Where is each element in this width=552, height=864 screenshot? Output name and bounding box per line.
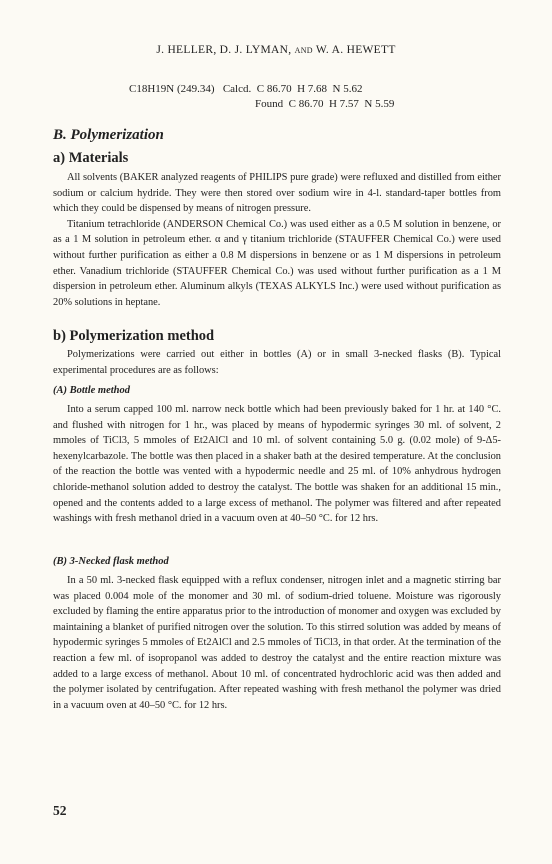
flask-method-body [53,573,501,713]
bottle-method-heading: (A) Bottle method [53,385,130,396]
materials-body [53,170,501,310]
analysis-found-values: C 86.70 H 7.57 N 5.59 [288,98,395,110]
flask-method-heading: (B) 3-Necked flask method [53,556,169,567]
bottle-method-paragraph: Into a serum capped 100 ml. narrow neck bottle which had been previously baked for 1 hr. at 140 °C. and flushed with nitrogen for 1 hr., was placed by means of hypodermic syringes 30 ml. of solvent, 2 mmoles of TiCl3, 5 mmoles of Et2AlCl and 10 ml. of solvent containing 5.0 g. (0.02 mole) of 9-Δ5-hexenylcarbazole. The bottle was then placed in a shaker bath at the desired temperature. At the conclusion of the reaction the bottle was vented with a hypodermic needle and 25 ml. of 10% anhydrous hydrogen chloride-methanol solution added to destroy the catalyst. The bottle was shaken for an additional 15 min., opened and the contents added to a large excess of methanol. The polymer was filtered and after repeated washings with fresh methanol dried in a vacuum oven at 40–50 °C. for 12 hrs. [53,404,501,525]
materials-paragraph-2: Titanium tetrachloride (ANDERSON Chemical Co.) was used either as a 0.5 M solution in benzene, or as a 1 M solution in petroleum ether. α and γ titanium trichloride (STAUFFER Chemical Co.) were used without further purification as either a 0.8 M dispersions in benzene or as 1 M dispersions in petroleum ether. Vanadium trichloride (STAUFFER Chemical Co.) was used without further purification as a 1 M dispersion in petroleum ether. Aluminum alkyls (TEXAS ALKYLS Inc.) were used without purification as 20% solutions in heptane. [53,218,501,308]
bottle-method-body [53,402,501,527]
section-title: B. Polymerization [53,127,164,143]
analysis-calcd-values: C 86.70 H 7.68 N 5.62 [256,83,363,95]
bottle-method-heading-wrap [53,385,501,396]
flask-method-heading-wrap [53,556,501,567]
method-heading: b) Polymerization method [53,328,215,344]
elemental-analysis [129,82,394,112]
analysis-calcd-label: Calcd. [222,83,252,95]
analysis-formula: C18H19N (249.34) [129,83,215,95]
section-heading-polymerization [53,127,501,144]
materials-heading: a) Materials [53,150,129,166]
analysis-found-row [129,97,394,112]
analysis-found-label: Found [255,98,284,110]
flask-method-paragraph: In a 50 ml. 3-necked flask equipped with a reflux condenser, nitrogen inlet and a magnetic stirring bar was placed 0.004 mole of the monomer and 30 ml. of sodium-dried toluene. Moisture was rigorously excluded by flaming the entire apparatus prior to the introduction of monomer and oxygen was excluded by maintaining a blanket of purified nitrogen over the solution. To this stirred solution was added by means of hypodermic syringes 5 mmoles of Et2AlCl and 2.5 mmoles of TiCl3, in that order. At the termination of the reaction a few ml. of isopropanol was added to destroy the catalyst and the entire reaction mixture was added to a large excess of methanol. About 10 ml. of concentrated hydrochloric acid was then added and the polymer isolated by centrifugation. After repeated washing with fresh methanol the polymer was dried in a vacuum oven at 40–50 °C. for 12 hrs. [53,575,501,711]
analysis-calcd-row [129,82,394,97]
subsection-method [53,328,501,345]
page-number: 52 [53,803,67,818]
method-intro [53,347,501,378]
method-paragraph-1: Polymerizations were carried out either in bottles (A) or in small 3-necked flasks (B). Typical experimental procedures are as follows: [53,349,501,376]
materials-paragraph-1: All solvents (BAKER analyzed reagents of PHILIPS pure grade) were refluxed and distilled from either sodium or calcium hydride. They were then stored over sodium wire in 4-l. standard-taper bottles from which they could be dispensed by means of nitrogen pressure. [53,172,501,215]
subsection-materials [53,150,501,167]
running-head: J. HELLER, D. J. LYMAN, and W. A. HEWETT [156,44,396,56]
